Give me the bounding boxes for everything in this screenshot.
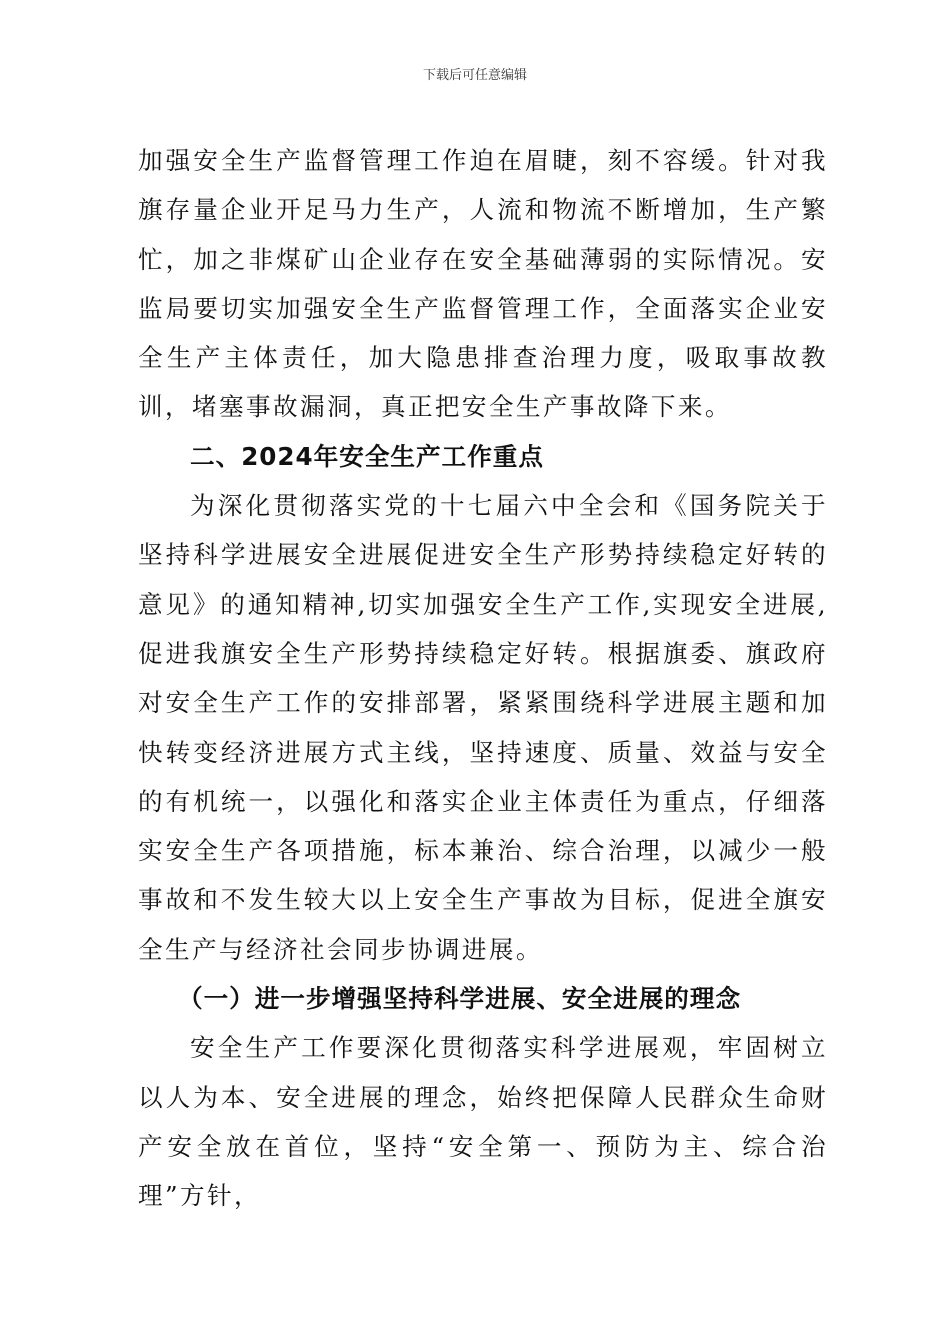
document-body: [138, 136, 828, 1221]
page-header-note: 下载后可任意编辑: [422, 68, 527, 83]
paragraph-concept: 安全生产工作要深化贯彻落实科学进展观，牢固树立以人为本、安全进展的理念，始终把保障人民群众生命财产安全放在首位，坚持“安全第一、预防为主、综合治理”方针，: [138, 1033, 828, 1211]
paragraph-supervision: 加强安全生产监督管理工作迫在眉睫，刻不容缓。针对我旗存量企业开足马力生产，人流和物流不断增加，生产繁忙，加之非煤矿山企业存在安全基础薄弱的实际情况。安监局要切实加强安全生产监督管理工作，全面落实企业安全生产主体责任，加大隐患排查治理力度，吸取事故教训，堵塞事故漏洞，真正把安全生产事故降下来。: [138, 146, 828, 422]
paragraph-work-focus: 为深化贯彻落实党的十七届六中全会和《国务院关于坚持科学进展安全进展促进安全生产形势持续稳定好转的意见》的通知精神,切实加强安全生产工作,实现安全进展,促进我旗安全生产形势持续稳定好转。根据旗委、旗政府对安全生产工作的安排部署，紧紧围绕科学进展主题和加快转变经济进展方式主线，坚持速度、质量、效益与安全的有机统一，以强化和落实企业主体责任为重点，仔细落实安全生产各项措施，标本兼治、综合治理，以减少一般事故和不发生较大以上安全生产事故为目标，促进全旗安全生产与经济社会同步协调进展。: [138, 491, 828, 964]
subsection-heading-concept: （一）进一步增强坚持科学进展、安全进展的理念: [178, 984, 742, 1014]
section-heading-work-focus: 二、2024年安全生产工作重点: [190, 441, 544, 471]
